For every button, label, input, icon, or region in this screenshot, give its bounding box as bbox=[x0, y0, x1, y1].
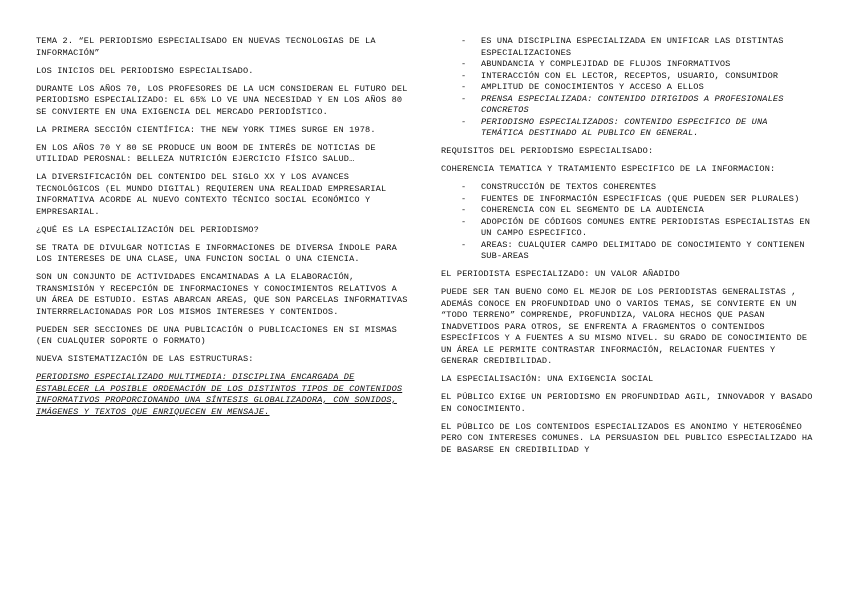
definition-paragraph: PERIODISMO ESPECIALIZADO MULTIMEDIA: DISCIPLINA ENCARGADA DE ESTABLECER LA POSIBLE ORDENACIÓN DE LOS DISTINTOS TIPOS DE CONTENIDOS INFORMATIVOS PROPORCIONANDO UNA SÍNTESIS GLOBALIZADORA, CON SONIDOS, IMÁGENES Y TEXTOS QUE ENRIQUECEN EN MENSAJE. bbox=[36, 372, 403, 417]
paragraph: EN LOS AÑOS 70 Y 80 SE PRODUCE UN BOOM DE INTERÉS DE NOTICIAS DE UTILIDAD PEROSNAL: BELLEZA NUTRICIÓN EJERCICIO FÍSICO SALUD… bbox=[36, 142, 376, 164]
dash-bullet: - bbox=[461, 216, 467, 227]
list-item: - ADOPCIÓN DE CÓDIGOS COMUNES ENTRE PERIODISTAS ESPECIALISTAS EN UN CAMPO ESPECIFICO. bbox=[461, 216, 811, 238]
dash-bullet: - bbox=[461, 116, 467, 127]
section-heading: ¿QUÉ ES LA ESPECIALIZACIÓN DEL PERIODISMO? bbox=[36, 224, 259, 235]
requirements-list bbox=[441, 182, 813, 263]
paragraph: PUEDE SER TAN BUENO COMO EL MEJOR DE LOS PERIODISTAS GENERALISTAS , ADEMÁS CONOCE EN PROFUNDIDAD UNO O VARIOS TEMAS, SE CONVIERTE EN UN “TODO TERRENO” COMPRENDE, PROFUNDIZA, VALORA HECHOS QUE PASAN INADVETIDOS PARA OTROS, SE ENFRENTA A FRAGMENTOS O CONTENIDOS ESPECÍFICOS Y A FUENTES A SU MISMO NIVEL. SU GRADO DE CONOCIMIENTO DE UN ÁREA LE PERMITE CONTRASTAR INFORMACIÓN, RELACIONAR FUENTES Y GENERAR CREDIBILIDAD. bbox=[441, 287, 808, 366]
list-item: - INTERACCIÓN CON EL LECTOR, RECEPTOS, USUARIO, CONSUMIDOR bbox=[461, 70, 779, 81]
list-item: - COHERENCIA CON EL SEGMENTO DE LA AUDIENCIA bbox=[461, 205, 704, 215]
dash-bullet: - bbox=[461, 70, 467, 81]
left-column bbox=[36, 36, 408, 425]
dash-bullet: - bbox=[461, 93, 467, 104]
section-heading: REQUISITOS DEL PERIODISMO ESPECIALISADO: bbox=[441, 146, 654, 156]
list-item: - PRENSA ESPECIALIZADA: CONTENIDO DIRIGIDOS A PROFESIONALES CONCRETOS bbox=[461, 93, 784, 115]
paragraph: COHERENCIA TEMATICA Y TRATAMIENTO ESPECIFICO DE LA INFORMACION: bbox=[441, 164, 776, 174]
list-item: - FUENTES DE INFORMACIÓN ESPECIFICAS (QUE PUEDEN SER PLURALES) bbox=[461, 193, 800, 204]
section-heading: LOS INICIOS DEL PERIODISMO ESPECIALISADO. bbox=[36, 65, 254, 76]
list-item: - ES UNA DISCIPLINA ESPECIALIZADA EN UNIFICAR LAS DISTINTAS ESPECIALIZACIONES bbox=[461, 36, 784, 58]
paragraph: LA PRIMERA SECCIÓN CIENTÍFICA: THE NEW YORK TIMES SURGE EN 1978. bbox=[36, 124, 376, 135]
dash-bullet: - bbox=[461, 59, 467, 69]
section-heading: EL PERIODISTA ESPECIALIZADO: UN VALOR AÑADIDO bbox=[441, 269, 680, 279]
paragraph: PUEDEN SER SECCIONES DE UNA PUBLICACIÓN O PUBLICACIONES EN SI MISMAS (EN CUALQUIER SOPORTE O FORMATO) bbox=[36, 324, 397, 346]
document-title: TEMA 2. “EL PERIODISMO ESPECIALISADO EN NUEVAS TECNOLOGIAS DE LA INFORMACIÓN” bbox=[36, 36, 376, 58]
list-item: - ABUNDANCIA Y COMPLEJIDAD DE FLUJOS INFORMATIVOS bbox=[461, 59, 731, 69]
section-heading: LA ESPECIALISACIÓN: UNA EXIGENCIA SOCIAL bbox=[441, 374, 654, 384]
section-heading: NUEVA SISTEMATIZACIÓN DE LAS ESTRUCTURAS: bbox=[36, 354, 254, 364]
dash-bullet: - bbox=[461, 193, 467, 204]
list-item: - CONSTRUCCIÓN DE TEXTOS COHERENTES bbox=[461, 182, 657, 192]
paragraph: SON UN CONJUNTO DE ACTIVIDADES ENCAMINADAS A LA ELABORACIÓN, TRANSMISIÓN Y RECEPCIÓN DE INFORMACIONES Y CONOCIMIENTOS RELATIVOS A UN ÁREA DE ESTUDIO. ESTAS ABARCAN AREAS, QUE SON PARCELAS INFORMATIVAS INTERRRELACIONADAS POR LOS MISMOS INTERESES Y CONTENIDOS. bbox=[36, 272, 408, 317]
dash-bullet: - bbox=[461, 36, 467, 46]
paragraph: EL PÚBLICO EXIGE UN PERIODISMO EN PROFUNDIDAD AGIL, INNOVADOR Y BASADO EN CONOCIMIENTO. bbox=[441, 392, 813, 414]
list-item: - PERIODISMO ESPECIALIZADOS: CONTENIDO ESPECIFICO DE UNA TEMÁTICA DESTINADO AL PUBLICO EN GENERAL. bbox=[461, 116, 768, 138]
list-item: - AREAS: CUALQUIER CAMPO DELIMITADO DE CONOCIMIENTO Y CONTIENEN SUB-AREAS bbox=[461, 239, 805, 261]
dash-bullet: - bbox=[461, 82, 467, 92]
dash-bullet: - bbox=[461, 205, 467, 215]
right-column bbox=[441, 36, 813, 463]
paragraph: LA DIVERSIFICACIÓN DEL CONTENIDO DEL SIGLO XX Y LOS AVANCES TECNOLÓGICOS (EL MUNDO DIGITAL) REQUIEREN UNA REALIDAD EMPRESARIAL INFORMATIVA ACORDE AL NUEVO CONTEXTO TÉCNICO SOCIAL ECONÓMICO Y EMPRESARIAL. bbox=[36, 172, 387, 217]
characteristics-list bbox=[441, 36, 813, 140]
paragraph: DURANTE LOS AÑOS 70, LOS PROFESORES DE LA UCM CONSIDERAN EL FUTURO DEL PERIODISMO ESPECIALIZADO: EL 65% LO VE UNA NECESIDAD Y EN LOS AÑOS 80 SE CONVIERTE EN UNA EXIGENCIA DEL MERCADO PERIODÍSTICO. bbox=[36, 83, 408, 117]
paragraph: SE TRATA DE DIVULGAR NOTICIAS E INFORMACIONES DE DIVERSA ÍNDOLE PARA LOS INTERESES DE UNA CLASE, UNA FUNCION SOCIAL O UNA CIENCIA. bbox=[36, 242, 397, 264]
dash-bullet: - bbox=[461, 182, 467, 192]
paragraph: EL PÚBLICO DE LOS CONTENIDOS ESPECIALIZADOS ES ANONIMO Y HETEROGÉNEO PERO CON INTERESES COMUNES. LA PERSUASION DEL PUBLICO ESPECIALIZADO HA DE BASARSE EN CREDIBILIDAD Y bbox=[441, 421, 813, 455]
list-item: - AMPLITUD DE CONOCIMIENTOS Y ACCESO A ELLOS bbox=[461, 82, 704, 92]
dash-bullet: - bbox=[461, 239, 467, 250]
